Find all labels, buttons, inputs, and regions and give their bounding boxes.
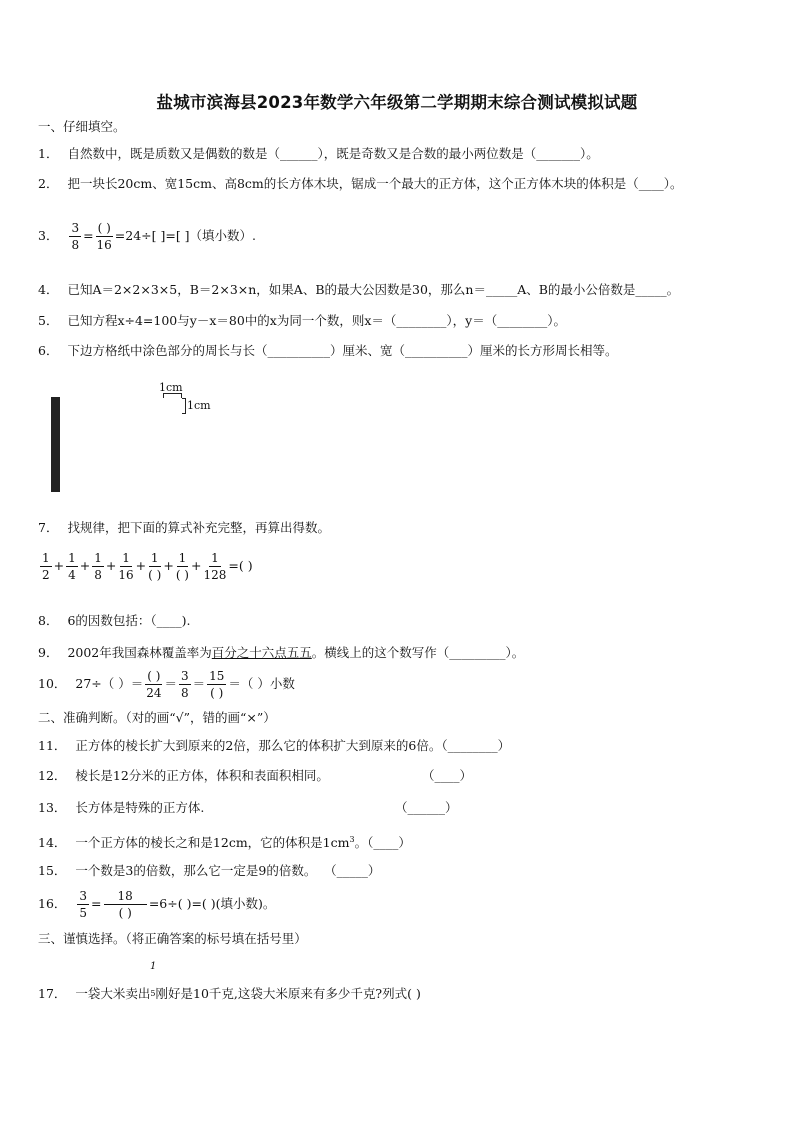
question-10: 10． 27÷（ ）＝ $\frac{( )}{24}$ ＝ $\frac{3}{8}$ ＝ $\frac{15}{( )}$ ＝（ ）小数 <box>38 669 295 700</box>
question-text: 棱长是12分米的正方体，体积和表面积相同。 <box>75 768 329 783</box>
brace-top <box>163 393 182 398</box>
question-number: 8． <box>38 613 59 628</box>
question-number: 6． <box>38 343 59 358</box>
answer-blank: （____） <box>422 768 473 783</box>
question-text: 已知A＝2×2×3×5，B＝2×3×n，如果A、B的最大公因数是30，那么n＝_____A、B的最小公倍数是_____。 <box>67 282 680 297</box>
grid-label-side: 1cm <box>187 399 211 412</box>
question-1 <box>38 145 599 163</box>
denominator: 16 <box>118 568 134 582</box>
question-number: 2． <box>38 176 59 191</box>
underlined-number-words: 百分之十六点五五 <box>211 645 312 660</box>
fraction: $\frac{( )}{24}$ <box>146 669 162 700</box>
question-number: 12． <box>38 768 67 783</box>
square-grid <box>51 397 60 492</box>
question-number: 5． <box>38 313 59 328</box>
question-7 <box>38 519 330 537</box>
question-16: 16． $\frac{3}{5}$ = $\frac{18}{( )}$ =6÷( )=( )(填小数)。 <box>38 889 276 920</box>
fraction-term <box>92 552 104 581</box>
question-text: 已知方程x÷4=100与y－x＝80中的x为同一个数，则x＝（________），y＝（________）。 <box>67 313 566 328</box>
plus-sign: + <box>105 558 117 573</box>
question-number: 3． <box>38 228 59 243</box>
grid-cell <box>59 398 60 414</box>
question-9: 9． 2002年我国森林覆盖率为百分之十六点五五。横线上的这个数写作（_________）。 <box>38 645 525 660</box>
question-number: 16． <box>38 896 67 911</box>
denominator: ( ) <box>148 568 162 582</box>
grid-cell <box>59 444 60 460</box>
question-number: 14． <box>38 835 67 851</box>
question-number: 15． <box>38 863 67 878</box>
grid-cell <box>59 429 60 445</box>
question-6 <box>38 342 617 360</box>
section-heading-1: 一、仔细填空。 <box>38 119 126 134</box>
question-number: 4． <box>38 282 59 297</box>
answer-blank: （______） <box>395 800 458 815</box>
fraction-term <box>176 552 189 581</box>
tiny-fraction-denominator: 5 <box>150 989 156 998</box>
numerator: 1 <box>211 551 219 565</box>
plus-sign: + <box>79 558 91 573</box>
question-text: 正方体的棱长扩大到原来的2倍，那么它的体积扩大到原来的6倍。（________） <box>75 738 511 753</box>
fraction-term <box>203 552 226 581</box>
fraction: $\frac{3}{5}$ <box>79 889 88 920</box>
grid-label-top: 1cm <box>159 381 183 394</box>
question-text: =24÷[ ]=[ ]（填小数）. <box>114 228 257 243</box>
question-2 <box>38 175 683 193</box>
grid-cell <box>59 460 60 476</box>
denominator: 2 <box>42 568 50 582</box>
question-text: 6的因数包括：（____). <box>67 613 191 628</box>
question-17: 17． 一袋大米卖出$^5$刚好是10千克,这袋大米原来有多少千克?列式( ) <box>38 986 421 1001</box>
tiny-fraction-numerator: 1 <box>150 961 157 972</box>
question-15 <box>38 862 380 880</box>
denominator: 4 <box>68 568 76 582</box>
question-number: 11． <box>38 738 67 753</box>
fraction: $\frac{( )}{16}$ <box>96 221 112 252</box>
numerator: 1 <box>94 551 102 565</box>
grid-cell <box>59 413 60 429</box>
denominator: 128 <box>203 568 227 582</box>
question-7-expression <box>38 552 253 581</box>
question-number: 1． <box>38 146 59 161</box>
brace-side <box>182 398 186 414</box>
question-number: 10． <box>38 676 67 691</box>
section-heading-3: 三、谨慎选择。（将正确答案的标号填在括号里） <box>38 931 307 946</box>
fraction: $\frac{3}{8}$ <box>180 669 189 700</box>
question-12 <box>38 767 473 785</box>
fraction: $\frac{18}{( )}$ <box>104 890 147 919</box>
fraction: $\frac{15}{( )}$ <box>209 669 225 700</box>
numerator: 1 <box>68 551 76 565</box>
fraction-term <box>40 552 52 581</box>
question-3: 3． $\frac{3}{8}$ = $\frac{( )}{16}$ =24÷[ ]=[ ]（填小数）. <box>38 221 257 252</box>
question-8 <box>38 612 191 630</box>
page-title: 盐城市滨海县2023年数学六年级第二学期期末综合测试模拟试题 <box>156 93 638 112</box>
fraction-term <box>148 552 161 581</box>
numerator: 1 <box>150 551 159 565</box>
question-13 <box>38 799 458 817</box>
question-text: 一个数是3的倍数，那么它一定是9的倍数。 <box>75 863 317 878</box>
plus-sign: + <box>191 558 202 573</box>
result-blank: =( ) <box>228 558 253 573</box>
question-5 <box>38 312 566 330</box>
question-number: 17． <box>38 986 67 1001</box>
question-text: 找规律，把下面的算式补充完整，再算出得数。 <box>67 520 330 535</box>
fraction-term <box>66 552 78 581</box>
fraction-term <box>118 552 133 581</box>
denominator: 8 <box>94 568 102 582</box>
grid-cell <box>59 475 60 491</box>
question-text: 自然数中，既是质数又是偶数的数是（______），既是奇数又是合数的最小两位数是（_______）。 <box>67 146 599 161</box>
plus-sign: + <box>163 558 174 573</box>
question-14: 14． 一个正方体的棱长之和是12cm，它的体积是$1cm^3$。（____） <box>38 835 411 851</box>
denominator: ( ) <box>175 568 189 582</box>
numerator: 1 <box>178 551 187 565</box>
answer-blank: （_____） <box>330 863 381 878</box>
plus-sign: + <box>53 558 65 573</box>
fraction: $\frac{3}{8}$ <box>71 221 80 252</box>
numerator: 1 <box>122 551 130 565</box>
question-number: 13． <box>38 800 67 815</box>
question-text: 长方体是特殊的正方体. <box>75 800 205 815</box>
question-number: 7． <box>38 520 59 535</box>
question-text: 下边方格纸中涂色部分的周长与长（__________）厘米、宽（__________）厘米的长方形周长相等。 <box>67 343 618 358</box>
question-text: 把一块长20cm、宽15cm、高8cm的长方体木块，锯成一个最大的正方体，这个正方体木块的体积是（____）。 <box>67 176 683 191</box>
question-11 <box>38 737 510 755</box>
question-text: 一个正方体的棱长之和是12cm，它的体积是1cm <box>75 835 350 851</box>
numerator: 1 <box>42 551 50 565</box>
section-heading-2: 二、准确判断。（对的画“√”，错的画“×”） <box>38 710 276 725</box>
plus-sign: + <box>135 558 147 573</box>
question-number: 9． <box>38 645 59 660</box>
question-4 <box>38 281 679 299</box>
